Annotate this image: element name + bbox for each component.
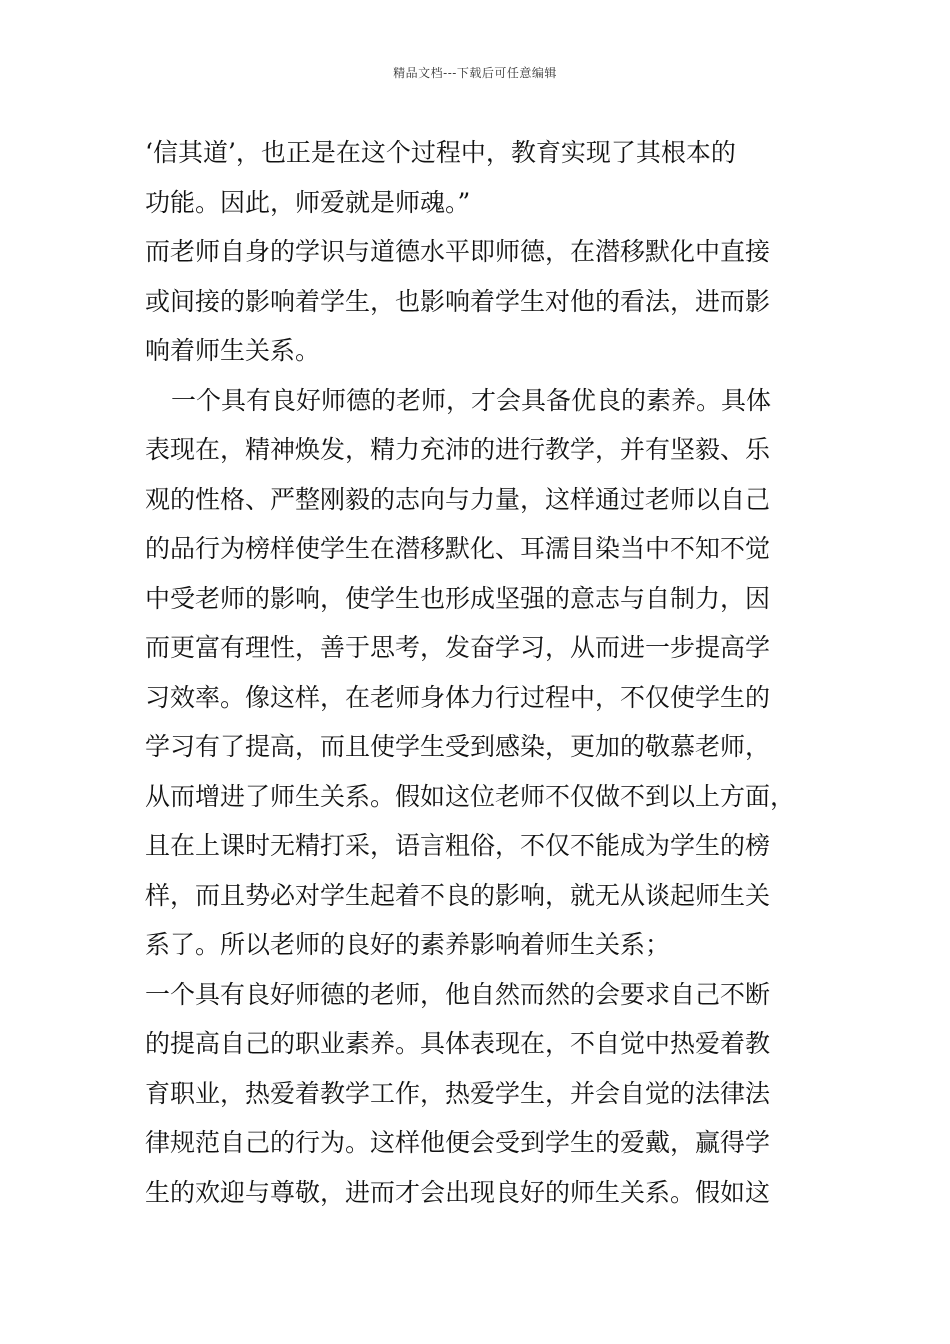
page-header: 精品文档---下载后可任意编辑	[393, 66, 557, 80]
text-line: 观的性格、严整刚毅的志向与力量，这样通过老师以自己	[145, 484, 771, 514]
text-line: 样，而且势必对学生起着不良的影响，就无从谈起师生关	[145, 880, 771, 910]
text-line: 响着师生关系。	[145, 336, 321, 365]
text-line: 而更富有理性，善于思考，发奋学习，从而进一步提高学	[145, 633, 771, 662]
text-line: 习效率。像这样，在老师身体力行过程中，不仅使学生的	[145, 682, 771, 712]
text-line: 一个具有良好师德的老师，才会具备优良的素养。具体	[171, 385, 772, 415]
text-line: 的提高自己的职业素养。具体表现在，不自觉中热爱着教	[145, 1029, 771, 1058]
text-line: 生的欢迎与尊敬，进而才会出现良好的师生关系。假如这	[145, 1177, 771, 1207]
text-line: 学习有了提高，而且使学生受到感染，更加的敬慕老师，	[145, 732, 771, 761]
text-line: 中受老师的影响，使学生也形成坚强的意志与自制力，因	[145, 583, 771, 613]
text-line: 从而增进了师生关系。假如这位老师不仅做不到以上方面，	[145, 781, 796, 811]
text-line: 的品行为榜样使学生在潜移默化、耳濡目染当中不知不觉	[145, 534, 771, 563]
text-line: 律规范自己的行为。这样他便会受到学生的爱戴，赢得学	[145, 1128, 771, 1157]
text-line: 系了。所以老师的良好的素养影响着师生关系；	[145, 930, 671, 959]
document-body	[145, 128, 805, 1217]
text-line: 一个具有良好师德的老师，他自然而然的会要求自己不断	[145, 979, 771, 1009]
text-line: 表现在，精神焕发，精力充沛的进行教学，并有坚毅、乐	[145, 435, 771, 464]
text-line: 且在上课时无精打采，语言粗俗，不仅不能成为学生的榜	[145, 831, 771, 860]
text-line: ‘信其道’，也正是在这个过程中，教育实现了其根本的	[145, 138, 736, 167]
text-line: 或间接的影响着学生，也影响着学生对他的看法，进而影	[145, 286, 771, 316]
text-line: 功能。因此，师爱就是师魂。”	[145, 187, 471, 217]
text-line: 育职业，热爱着教学工作，热爱学生，并会自觉的法律法	[145, 1078, 771, 1108]
text-line: 而老师自身的学识与道德水平即师德，在潜移默化中直接	[145, 237, 771, 266]
